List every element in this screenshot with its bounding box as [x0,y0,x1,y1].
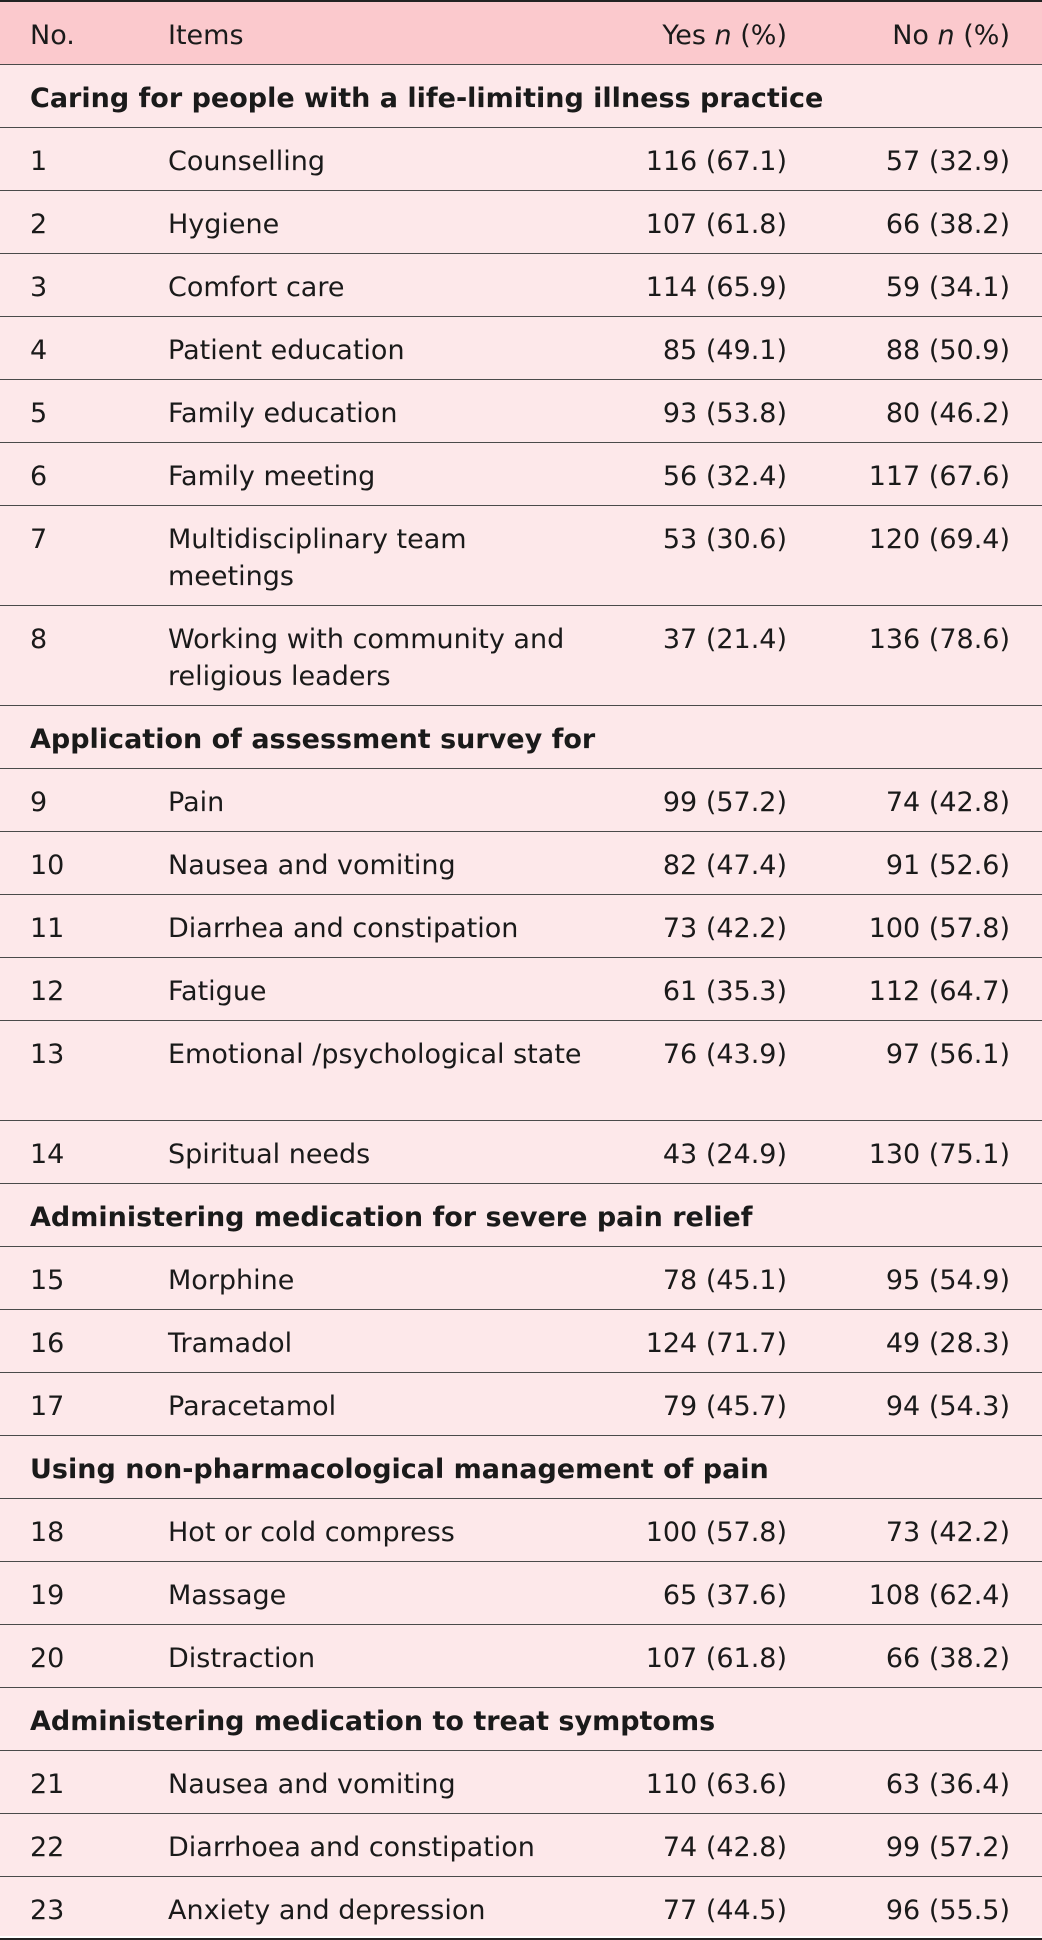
row-yes-value: 61 (35.3) [662,976,787,1007]
row-item: Fatigue [168,976,267,1007]
row-yes-value: 85 (49.1) [662,335,787,366]
row-no-value: 59 (34.1) [885,272,1010,303]
table-row [0,1562,1042,1625]
row-number: 9 [30,787,48,818]
table-row [0,380,1042,443]
table-row [0,128,1042,191]
row-no-value: 130 (75.1) [868,1139,1010,1170]
table-row [0,506,1042,606]
row-no-value: 66 (38.2) [885,209,1010,240]
row-yes-value: 116 (67.1) [645,146,787,177]
header-items: Items [168,20,244,51]
table-row [0,317,1042,380]
row-number: 13 [30,1039,65,1070]
row-yes-value: 43 (24.9) [662,1139,787,1170]
table-row [0,769,1042,832]
row-number: 17 [30,1391,65,1422]
row-yes-value: 79 (45.7) [662,1391,787,1422]
section-header-row [0,65,1042,128]
row-item: Diarrhoea and constipation [168,1832,535,1863]
section-title: Application of assessment survey for [30,724,596,755]
row-number: 15 [30,1265,65,1296]
row-no-value: 100 (57.8) [868,913,1010,944]
row-yes-value: 93 (53.8) [662,398,787,429]
row-yes-value: 76 (43.9) [662,1039,787,1070]
row-item: Multidisciplinary team meetings [168,524,467,592]
table-row [0,1373,1042,1436]
table-row [0,1877,1042,1940]
row-item: Anxiety and depression [168,1895,486,1926]
row-number: 5 [30,398,48,429]
table-row [0,191,1042,254]
row-no-value: 73 (42.2) [885,1517,1010,1548]
row-yes-value: 82 (47.4) [662,850,787,881]
row-no-value: 136 (78.6) [868,624,1010,655]
row-number: 14 [30,1139,65,1170]
row-number: 16 [30,1328,65,1359]
row-item: Family education [168,398,398,429]
row-number: 6 [30,461,48,492]
row-yes-value: 99 (57.2) [662,787,787,818]
row-no-value: 108 (62.4) [868,1580,1010,1611]
row-item: Distraction [168,1643,316,1674]
table-row [0,1247,1042,1310]
table-row [0,1751,1042,1814]
table-row [0,1310,1042,1373]
row-no-value: 99 (57.2) [885,1832,1010,1863]
row-yes-value: 114 (65.9) [645,272,787,303]
header-no: No. [30,20,75,51]
section-title: Using non-pharmacological management of pain [30,1454,769,1485]
row-item: Tramadol [168,1328,293,1359]
row-yes-value: 74 (42.8) [662,1832,787,1863]
row-number: 22 [30,1832,65,1863]
section-header-row [0,1436,1042,1499]
row-number: 12 [30,976,65,1007]
row-yes-value: 107 (61.8) [645,209,787,240]
row-no-value: 63 (36.4) [885,1769,1010,1800]
row-number: 10 [30,850,65,881]
row-yes-value: 100 (57.8) [645,1517,787,1548]
row-item: Paracetamol [168,1391,337,1422]
row-yes-value: 78 (45.1) [662,1265,787,1296]
row-yes-value: 53 (30.6) [662,524,787,555]
row-no-value: 49 (28.3) [885,1328,1010,1359]
row-number: 19 [30,1580,65,1611]
row-item: Nausea and vomiting [168,1769,456,1800]
row-no-value: 80 (46.2) [885,398,1010,429]
row-no-value: 94 (54.3) [885,1391,1010,1422]
row-number: 11 [30,913,65,944]
table-row [0,958,1042,1021]
row-item: Comfort care [168,272,345,303]
row-number: 8 [30,624,48,655]
row-yes-value: 37 (21.4) [662,624,787,655]
row-no-value: 96 (55.5) [885,1895,1010,1926]
table-row [0,443,1042,506]
table-row [0,832,1042,895]
table-header-row [0,0,1042,65]
table-row [0,1814,1042,1877]
row-yes-value: 107 (61.8) [645,1643,787,1674]
row-number: 3 [30,272,48,303]
row-no-value: 112 (64.7) [868,976,1010,1007]
table-row [0,895,1042,958]
row-number: 18 [30,1517,65,1548]
header-no-value: No n (%) [892,20,1010,51]
row-no-value: 66 (38.2) [885,1643,1010,1674]
row-number: 4 [30,335,48,366]
row-number: 21 [30,1769,65,1800]
row-item: Hot or cold compress [168,1517,455,1548]
section-header-row [0,1184,1042,1247]
section-header-row [0,706,1042,769]
row-item: Family meeting [168,461,376,492]
row-item: Patient education [168,335,405,366]
table-row [0,254,1042,317]
row-no-value: 91 (52.6) [885,850,1010,881]
table-row [0,1499,1042,1562]
row-item: Pain [168,787,225,818]
row-item: Morphine [168,1265,295,1296]
row-number: 23 [30,1895,65,1926]
row-item: Spiritual needs [168,1139,371,1170]
row-item: Hygiene [168,209,280,240]
row-number: 7 [30,524,48,555]
row-item: Emotional /psychological state [168,1039,582,1070]
row-yes-value: 77 (44.5) [662,1895,787,1926]
row-no-value: 117 (67.6) [868,461,1010,492]
row-no-value: 120 (69.4) [868,524,1010,555]
header-yes: Yes n (%) [662,20,787,51]
row-no-value: 88 (50.9) [885,335,1010,366]
row-no-value: 95 (54.9) [885,1265,1010,1296]
row-yes-value: 110 (63.6) [645,1769,787,1800]
row-yes-value: 56 (32.4) [662,461,787,492]
row-yes-value: 65 (37.6) [662,1580,787,1611]
row-item: Nausea and vomiting [168,850,456,881]
row-no-value: 97 (56.1) [885,1039,1010,1070]
section-title: Administering medication for severe pain relief [30,1202,753,1233]
section-title: Administering medication to treat symptoms [30,1706,716,1737]
table-row [0,1121,1042,1184]
section-title: Caring for people with a life-limiting illness practice [30,83,824,114]
table-row [0,1021,1042,1121]
row-item: Massage [168,1580,287,1611]
row-no-value: 57 (32.9) [885,146,1010,177]
row-yes-value: 73 (42.2) [662,913,787,944]
row-item: Counselling [168,146,326,177]
row-number: 1 [30,146,48,177]
row-no-value: 74 (42.8) [885,787,1010,818]
row-number: 20 [30,1643,65,1674]
row-yes-value: 124 (71.7) [645,1328,787,1359]
row-number: 2 [30,209,48,240]
table-row [0,606,1042,706]
row-item: Diarrhea and constipation [168,913,519,944]
section-header-row [0,1688,1042,1751]
row-item: Working with community and religious leaders [168,624,565,692]
table-row [0,1625,1042,1688]
